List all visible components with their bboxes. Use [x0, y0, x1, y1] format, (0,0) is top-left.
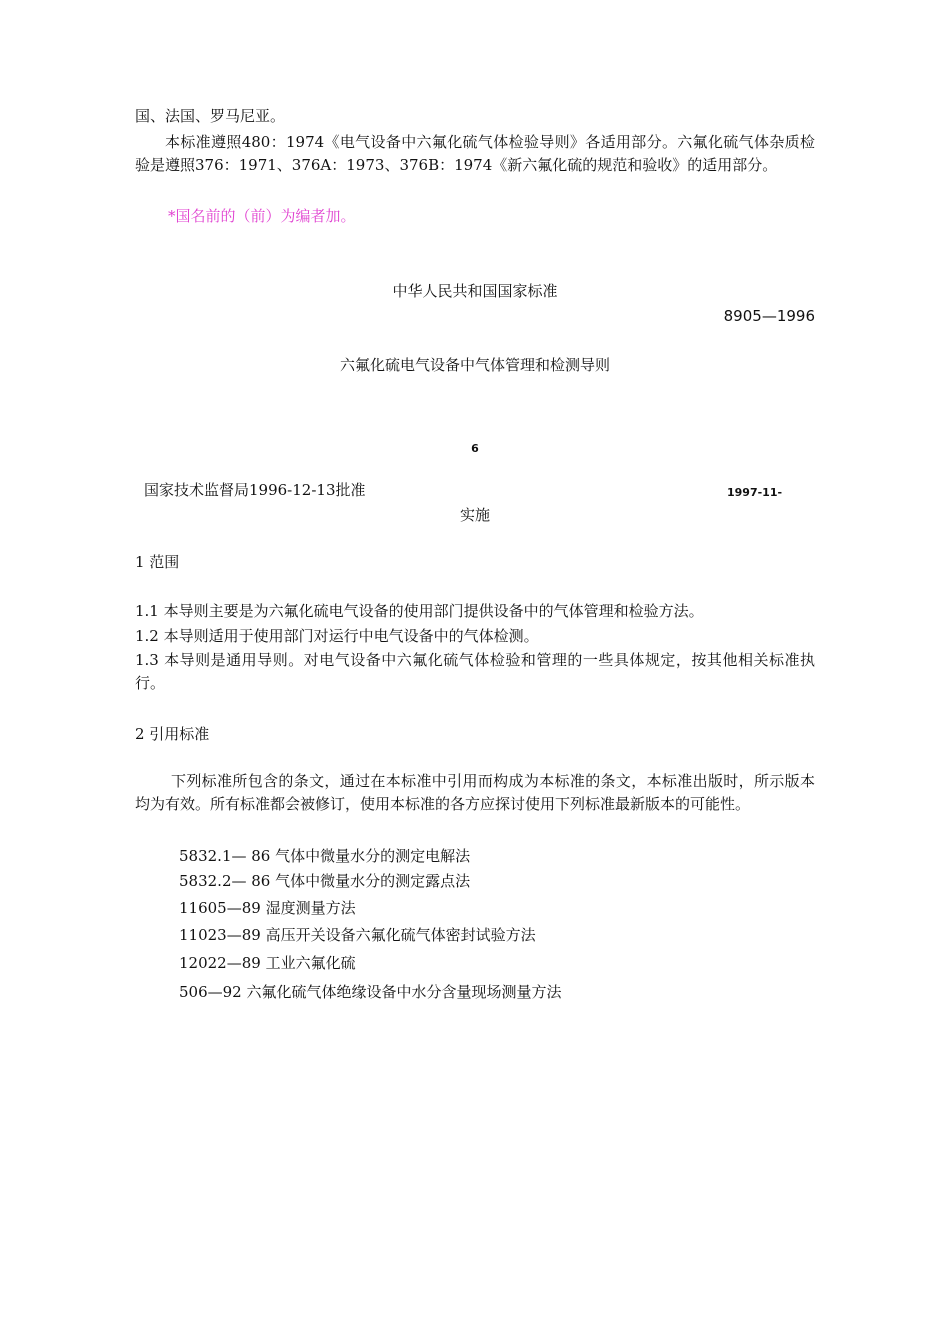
section2-heading: 2 引用标准	[135, 725, 210, 743]
reference-item: 11605—89 湿度测量方法	[179, 899, 356, 917]
reference-item: 506—92 六氟化硫气体绝缘设备中水分含量现场测量方法	[179, 983, 562, 1001]
page-number: 6	[471, 442, 479, 455]
section1-item: 1.1 本导则主要是为六氟化硫电气设备的使用部门提供设备中的气体管理和检验方法。	[135, 602, 704, 620]
reference-item: 11023—89 高压开关设备六氟化硫气体密封试验方法	[179, 926, 536, 944]
standard-code: 8905—1996	[723, 307, 815, 325]
editor-note: *国名前的（前）为编者加。	[168, 207, 356, 225]
reference-item: 5832.2— 86 气体中微量水分的测定露点法	[179, 872, 471, 890]
intro-line: 国、法国、罗马尼亚。	[135, 107, 286, 125]
section2-intro: 下列标准所包含的条文，通过在本标准中引用而构成为本标准的条文，本标准出版时，所示版本均为有效。所有标准都会被修订，使用本标准的各方应探讨使用下列标准最新版本的可能性。	[135, 772, 815, 813]
section1-item: 1.3 本导则是通用导则。对电气设备中六氟化硫气体检验和管理的一些具体规定，按其他相关标准执行。	[135, 651, 815, 692]
reference-item: 5832.1— 86 气体中微量水分的测定电解法	[179, 847, 471, 865]
reference-item: 12022—89 工业六氟化硫	[179, 954, 356, 972]
standard-title: 六氟化硫电气设备中气体管理和检测导则	[339, 356, 610, 374]
implement-date: 1997-11-	[727, 486, 783, 499]
intro-paragraph: 本标准遵照480：1974《电气设备中六氟化硫气体检验导则》各适用部分。六氟化硫气体杂质检验是遵照376：1971、376A：1973、376B：1974《新六氟化硫的规范和验收》的适用部分。	[135, 133, 815, 174]
section1-heading: 1 范围	[135, 553, 180, 571]
implement-label: 实施	[459, 506, 490, 524]
approval-line: 国家技术监督局1996-12-13批准	[144, 481, 366, 499]
section1-item: 1.2 本导则适用于使用部门对运行中电气设备中的气体检测。	[135, 627, 539, 645]
standard-org: 中华人民共和国国家标准	[392, 282, 558, 300]
